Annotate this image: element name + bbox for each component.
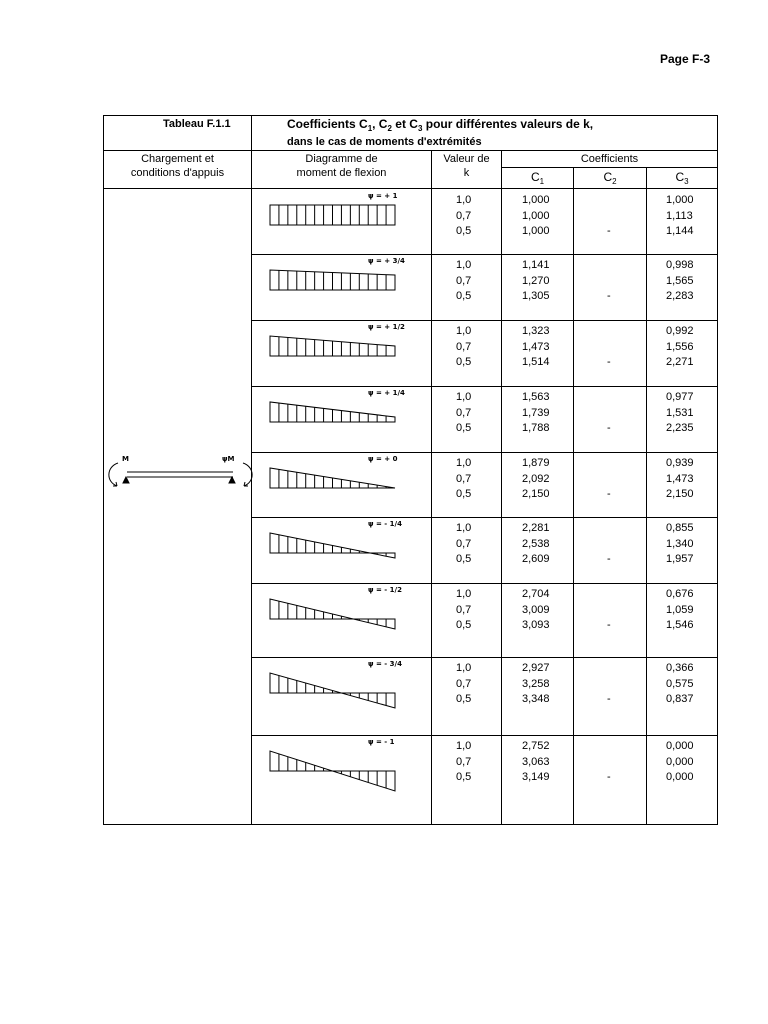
c1-values: 2,704 3,009 3,093	[522, 588, 550, 631]
table-title-line2: dans le cas de moments d'extrémités	[287, 136, 482, 148]
c1-values: 2,752 3,063 3,149	[522, 740, 550, 783]
psi-label: ψ = + 3/4	[368, 257, 405, 265]
k-values: 1,0 0,7 0,5	[456, 662, 472, 705]
k-values: 1,0 0,7 0,5	[456, 325, 472, 368]
psi-label: ψ = - 1/4	[368, 520, 402, 528]
c2-value: -	[607, 225, 611, 237]
moment-diagram	[270, 599, 395, 629]
header-coefficients: Coefficients	[580, 153, 639, 165]
psi-label: ψ = + 1/4	[368, 389, 405, 397]
moment-diagram	[270, 533, 395, 558]
page-number: Page F-3	[660, 52, 711, 66]
c3-values: 0,676 1,059 1,546	[666, 588, 694, 631]
c2-value: -	[607, 488, 611, 500]
k-values: 1,0 0,7 0,5	[456, 740, 472, 783]
header-c1: $C_1$	[530, 170, 545, 186]
psi-label: ψ = + 0	[368, 455, 398, 463]
moment-diagram-outline	[270, 751, 395, 791]
psi-label: ψ = - 1/2	[368, 586, 402, 594]
beam-left-moment-label: M	[122, 455, 129, 463]
c1-values: 1,141 1,270 1,305	[522, 259, 550, 302]
c3-values: 0,855 1,340 1,957	[666, 522, 694, 565]
k-values: 1,0 0,7 0,5	[456, 588, 472, 631]
header-c3: $C_3$	[675, 170, 689, 186]
c2-value: -	[607, 619, 611, 631]
k-values: 1,0 0,7 0,5	[456, 391, 472, 434]
moment-diagram	[270, 336, 395, 356]
c3-values: 0,000 0,000 0,000	[666, 740, 694, 783]
psi-label: ψ = + 1/2	[368, 323, 405, 331]
c2-value: -	[607, 290, 611, 302]
c1-values: 1,879 2,092 2,150	[522, 457, 550, 500]
table-id: Tableau F.1.1	[163, 118, 231, 130]
header-c2: $C_2$	[603, 170, 617, 186]
psi-label: ψ = + 1	[368, 192, 398, 200]
c3-values: 1,000 1,113 1,144	[666, 194, 694, 237]
c3-values: 0,366 0,575 0,837	[666, 662, 694, 705]
header-k: Valeur de k	[443, 153, 490, 179]
table-title-line1: Coefficients $C_1$, $C_2$ et $C_3$ pour différentes valeurs de k,	[287, 117, 594, 133]
c3-values: 0,939 1,473 2,150	[666, 457, 694, 500]
moment-diagram	[270, 751, 395, 791]
psi-label: ψ = - 3/4	[368, 660, 402, 668]
moment-diagram	[270, 402, 395, 422]
c1-values: 1,563 1,739 1,788	[522, 391, 550, 434]
beam-loading-diagram	[109, 463, 252, 486]
c1-values: 1,323 1,473 1,514	[522, 325, 550, 368]
beam-right-moment-label: ψM	[222, 455, 235, 463]
moment-diagram	[270, 673, 395, 708]
c2-value: -	[607, 553, 611, 565]
c2-value: -	[607, 771, 611, 783]
moment-diagram	[270, 270, 395, 290]
c2-value: -	[607, 422, 611, 434]
c3-values: 0,977 1,531 2,235	[666, 391, 694, 434]
k-values: 1,0 0,7 0,5	[456, 522, 472, 565]
moment-diagram	[270, 205, 395, 225]
k-values: 1,0 0,7 0,5	[456, 457, 472, 500]
c2-value: -	[607, 693, 611, 705]
moment-diagram	[270, 468, 395, 488]
psi-label: ψ = - 1	[368, 738, 395, 746]
c2-value: -	[607, 356, 611, 368]
k-values: 1,0 0,7 0,5	[456, 194, 472, 237]
header-diagram: Diagramme de moment de flexion	[296, 153, 387, 179]
k-values: 1,0 0,7 0,5	[456, 259, 472, 302]
c1-values: 1,000 1,000 1,000	[522, 194, 550, 237]
c1-values: 2,927 3,258 3,348	[522, 662, 550, 705]
c1-values: 2,281 2,538 2,609	[522, 522, 550, 565]
c3-values: 0,998 1,565 2,283	[666, 259, 694, 302]
c3-values: 0,992 1,556 2,271	[666, 325, 694, 368]
header-loading: Chargement et conditions d'appuis	[130, 153, 225, 179]
